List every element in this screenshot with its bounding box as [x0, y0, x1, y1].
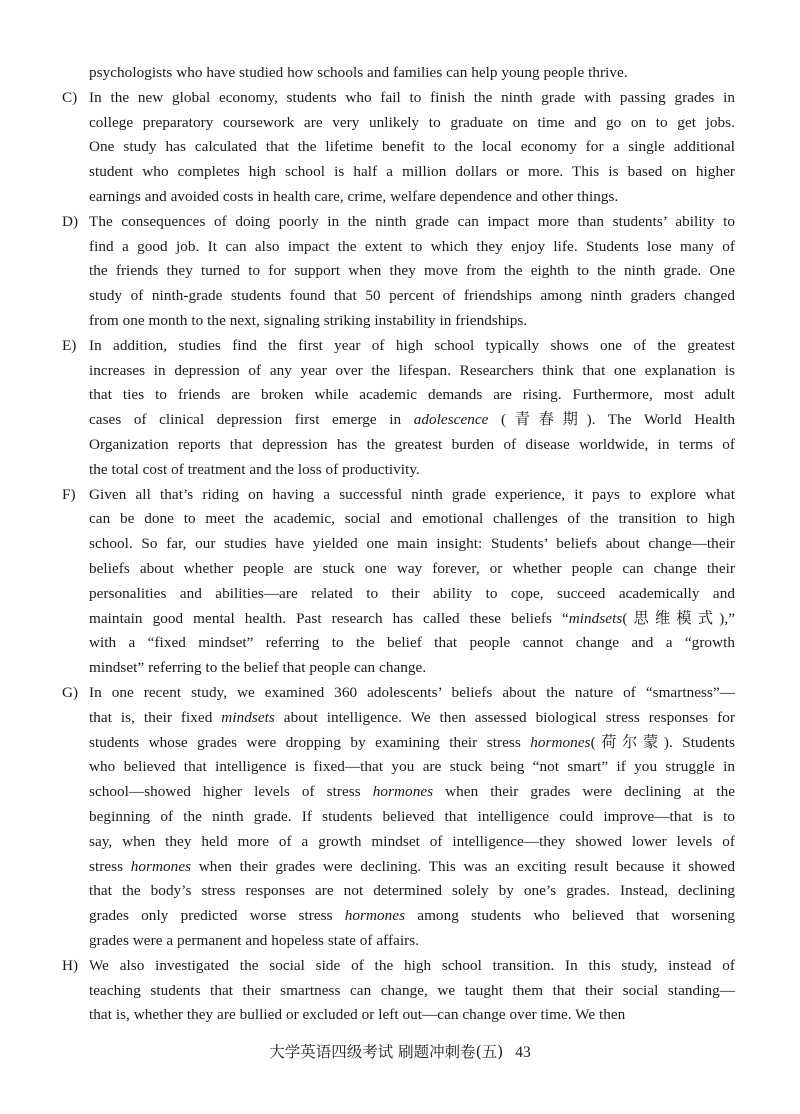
- paragraph-marker: F): [62, 485, 76, 503]
- text-line: In the new global economy, students who fail to finish the ninth grade with passing grades in: [89, 88, 735, 106]
- paragraph-marker: E): [62, 336, 77, 354]
- text-line: increases in depression of any year over the lifespan. Researchers think that one explanation is: [89, 361, 735, 379]
- paragraph-marker: D): [62, 212, 79, 230]
- text-line: Given all that’s riding on having a successful ninth grade experience, it pays to explore what: [89, 485, 735, 503]
- page-number: 43: [515, 1044, 531, 1061]
- italic-term: mindsets: [568, 609, 623, 627]
- text-line: maintain good mental health. Past research has called these beliefs “mindsets(思维模式),”: [89, 609, 735, 627]
- text-line: mindset” referring to the belief that people can change.: [89, 659, 427, 677]
- text-line: students whose grades were dropping by examining their stress hormones(荷尔蒙). Students: [89, 733, 735, 751]
- text-line: that is, their fixed mindsets about intelligence. We then assessed biological stress responses for: [89, 708, 735, 726]
- text-line: that is, whether they are bullied or excluded or left out—can change over time. We then: [89, 1006, 626, 1024]
- text-line: teaching students that their smartness can change, we taught them that their social standing—: [89, 981, 735, 999]
- text-line: Organization reports that depression has the greatest burden of disease worldwide, in terms of: [89, 436, 735, 453]
- italic-term: hormones: [130, 857, 192, 875]
- italic-term: mindsets: [221, 708, 275, 726]
- text-line: who believed that intelligence is fixed—that you are stuck being “not smart” if you struggle in: [89, 758, 735, 776]
- paragraph-marker: H): [62, 956, 79, 974]
- text-line: that ties to friends are broken while academic demands are rising. Furthermore, most adult: [89, 386, 735, 404]
- text-line: with a “fixed mindset” referring to the belief that people cannot change and a “growth: [89, 634, 735, 652]
- text-line: psychologists who have studied how schools and families can help young people thrive.: [89, 64, 628, 81]
- text-line: the friends they turned to for support when they move from the eighth to the ninth grade. One: [89, 262, 735, 280]
- paragraph-marker: C): [62, 88, 78, 106]
- text-line: beginning of the ninth grade. If students believed that intelligence could improve—that is to: [89, 808, 735, 825]
- text-line: school—showed higher levels of stress hormones when their grades were declining at the: [89, 783, 736, 801]
- text-line: school. So far, our studies have yielded one main insight: Students’ beliefs about change—their: [89, 535, 735, 553]
- text-line: the total cost of treatment and the loss of productivity.: [89, 460, 420, 478]
- italic-term: hormones: [372, 783, 434, 801]
- text-line: grades were a permanent and hopeless state of affairs.: [89, 932, 420, 949]
- text-line: One study has calculated that the lifetime benefit to the local economy for a single additional: [89, 138, 735, 156]
- text-line: In addition, studies find the first year of high school typically shows one of the greatest: [89, 336, 735, 354]
- text-line: In one recent study, we examined 360 adolescents’ beliefs about the nature of “smartness”—: [89, 684, 735, 701]
- text-line: stress hormones when their grades were declining. This was an exciting result because it showed: [89, 857, 735, 875]
- text-line: earnings and avoided costs in health care, crime, welfare dependence and other things.: [89, 188, 619, 205]
- footer-title: 大学英语四级考试 刷题冲刺卷(五): [269, 1043, 504, 1061]
- text-line: cases of clinical depression first emerge in adolescence (青春期). The World Health: [89, 411, 735, 429]
- text-line: say, when they held more of a growth mindset of intelligence—they showed lower levels of: [89, 832, 735, 850]
- text-line: from one month to the next, signaling striking instability in friendships.: [89, 312, 528, 329]
- text-line: grades only predicted worse stress hormones among students who believed that worsening: [89, 907, 735, 925]
- text-line: personalities and abilities—are related to their ability to cope, succeed academically and: [89, 584, 735, 602]
- text-line: The consequences of doing poorly in the ninth grade can impact more than students’ ability to: [89, 212, 735, 230]
- text-line: can be done to meet the academic, social and emotional challenges of the transition to high: [89, 510, 735, 528]
- italic-term: hormones: [344, 907, 406, 925]
- text-line: student who completes high school is half a million dollars or more. This is based on higher: [89, 163, 735, 181]
- text-line: that the body’s stress responses are not determined solely by one’s grades. Instead, declining: [89, 882, 735, 900]
- text-line: study of ninth-grade students found that 50 percent of friendships among ninth graders changed: [89, 287, 735, 305]
- paragraph-marker: G): [62, 684, 79, 701]
- italic-term: adolescence: [413, 411, 489, 429]
- italic-term: hormones: [530, 733, 591, 751]
- text-line: beliefs about whether people are stuck one way forever, or whether people can change their: [89, 560, 735, 577]
- text-line: college preparatory coursework are very unlikely to graduate on time and go on to get jobs.: [89, 113, 735, 131]
- text-line: find a good job. It can also impact the extent to which they enjoy life. Students lose many of: [89, 237, 735, 255]
- page-footer: [0, 1040, 800, 1065]
- text-line: We also investigated the social side of the high school transition. In this study, instead of: [89, 956, 735, 974]
